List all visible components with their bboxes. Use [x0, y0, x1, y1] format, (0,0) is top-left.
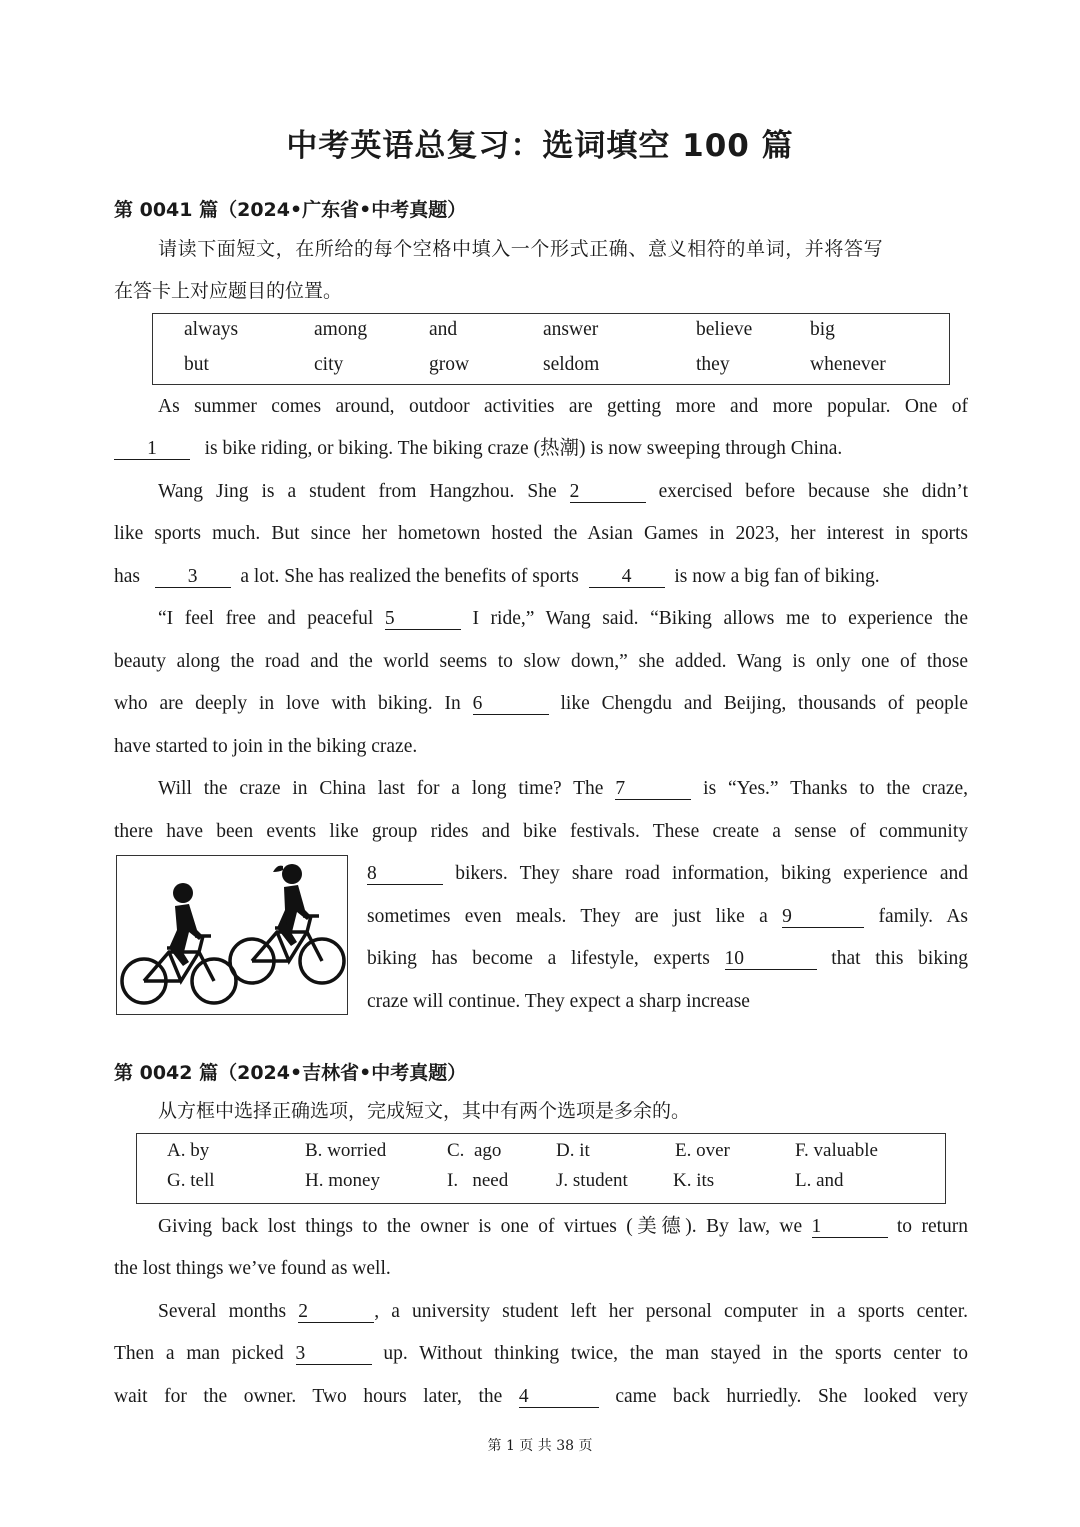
option-item: A. by [167, 1140, 210, 1161]
paragraph-line: Will the craze in China last for a long time? The 7 is “Yes.” Thanks to the craze, [158, 778, 969, 799]
word-option: big [810, 319, 835, 340]
option-item: B. worried [305, 1140, 387, 1161]
option-item: G. tell [167, 1170, 215, 1191]
paragraph-line: biking has become a lifestyle, experts 10 that this biking [367, 948, 969, 969]
paragraph-line: Giving back lost things to the owner is one of virtues (美德). By law, we 1 to return [158, 1216, 969, 1237]
paragraph-line: has 3 a lot. She has realized the benefits of sports 4 is now a big fan of biking. [114, 566, 880, 587]
page-footer: 第 1 页 共 38 页 [487, 1438, 593, 1454]
word-option: whenever [810, 354, 886, 375]
answer-blank[interactable]: 10 [725, 949, 817, 970]
option-item: D. it [556, 1140, 590, 1161]
paragraph-line: wait for the owner. Two hours later, the 4 came back hurriedly. She looked very [114, 1386, 968, 1407]
answer-blank[interactable]: 8 [367, 864, 443, 885]
passage-41-heading: 第 0041 篇（2024•广东省•中考真题） [114, 199, 467, 221]
word-option: grow [429, 354, 470, 375]
word-option: and [429, 319, 458, 340]
paragraph-line: Wang Jing is a student from Hangzhou. She 2 exercised before because she didn’t [158, 481, 968, 502]
paragraph-line: beauty along the road and the world seems to slow down,” she added. Wang is only one of those [114, 651, 968, 672]
passage-42-heading: 第 0042 篇（2024•吉林省•中考真题） [114, 1062, 467, 1084]
paragraph-line: Several months 2 , a university student left her personal computer in a sports center. [158, 1301, 968, 1322]
word-option: always [184, 319, 239, 340]
answer-blank[interactable]: 6 [473, 694, 549, 715]
word-box-41 [152, 313, 950, 385]
word-option: city [314, 354, 344, 375]
option-item: K. its [673, 1170, 715, 1191]
word-option: answer [543, 319, 599, 340]
word-option: but [184, 354, 209, 375]
paragraph-line: 1 is bike riding, or biking. The biking craze (热潮) is now sweeping through China. [114, 435, 968, 463]
option-item: H. money [305, 1170, 380, 1191]
answer-blank[interactable]: 3 [155, 567, 231, 588]
paragraph-line: Then a man picked 3 up. Without thinking twice, the man stayed in the sports center to [114, 1343, 969, 1364]
bicycle-icon [117, 856, 347, 1014]
paragraph-line: have started to join in the biking craze. [114, 736, 418, 757]
answer-blank[interactable]: 3 [296, 1344, 372, 1365]
answer-blank[interactable]: 1 [812, 1217, 888, 1238]
paragraph-line: sometimes even meals. They are just like a 9 family. As [367, 906, 969, 927]
answer-blank[interactable]: 4 [519, 1387, 599, 1408]
option-item: F. valuable [795, 1140, 878, 1161]
word-option: among [314, 319, 368, 340]
answer-blank[interactable]: 1 [114, 439, 190, 460]
paragraph-line: “I feel free and peaceful 5 I ride,” Wang said. “Biking allows me to experience the [158, 608, 969, 629]
paragraph-line: there have been events like group rides and bike festivals. These create a sense of community [114, 821, 968, 842]
passage-41-instruction: 请读下面短文，在所给的每个空格中填入一个形式正确、意义相符的单词，并将答写 [158, 238, 884, 260]
word-option: seldom [543, 354, 600, 375]
answer-blank[interactable]: 4 [589, 567, 665, 588]
paragraph-line: like sports much. But since her hometown hosted the Asian Games in 2023, her interest in sports [114, 523, 968, 544]
page-title: 中考英语总复习：选词填空 100 篇 [286, 128, 794, 164]
paragraph-line: As summer comes around, outdoor activities are getting more and more popular. One of [158, 396, 968, 417]
answer-blank[interactable]: 9 [782, 907, 864, 928]
option-box-42 [136, 1133, 946, 1204]
paragraph-line: craze will continue. They expect a sharp increase [367, 991, 750, 1012]
passage-41-instruction-cont: 在答卡上对应题目的位置。 [114, 280, 343, 302]
option-item: L. and [795, 1170, 844, 1191]
passage-42-instruction: 从方框中选择正确选项，完成短文，其中有两个选项是多余的。 [158, 1100, 691, 1122]
cyclists-illustration [116, 855, 348, 1015]
paragraph-line: the lost things we’ve found as well. [114, 1258, 391, 1279]
option-item: I. need [447, 1170, 509, 1191]
word-option: they [696, 354, 730, 375]
paragraph-line: 8 bikers. They share road information, biking experience and [367, 863, 968, 884]
paragraph-line: who are deeply in love with biking. In 6 like Chengdu and Beijing, thousands of people [114, 693, 969, 714]
answer-blank[interactable]: 7 [615, 779, 691, 800]
word-option: believe [696, 319, 753, 340]
option-item: C. ago [447, 1140, 502, 1161]
answer-blank[interactable]: 5 [385, 609, 461, 630]
option-item: E. over [675, 1140, 730, 1161]
answer-blank[interactable]: 2 [570, 482, 646, 503]
option-item: J. student [556, 1170, 628, 1191]
answer-blank[interactable]: 2 [298, 1302, 374, 1323]
